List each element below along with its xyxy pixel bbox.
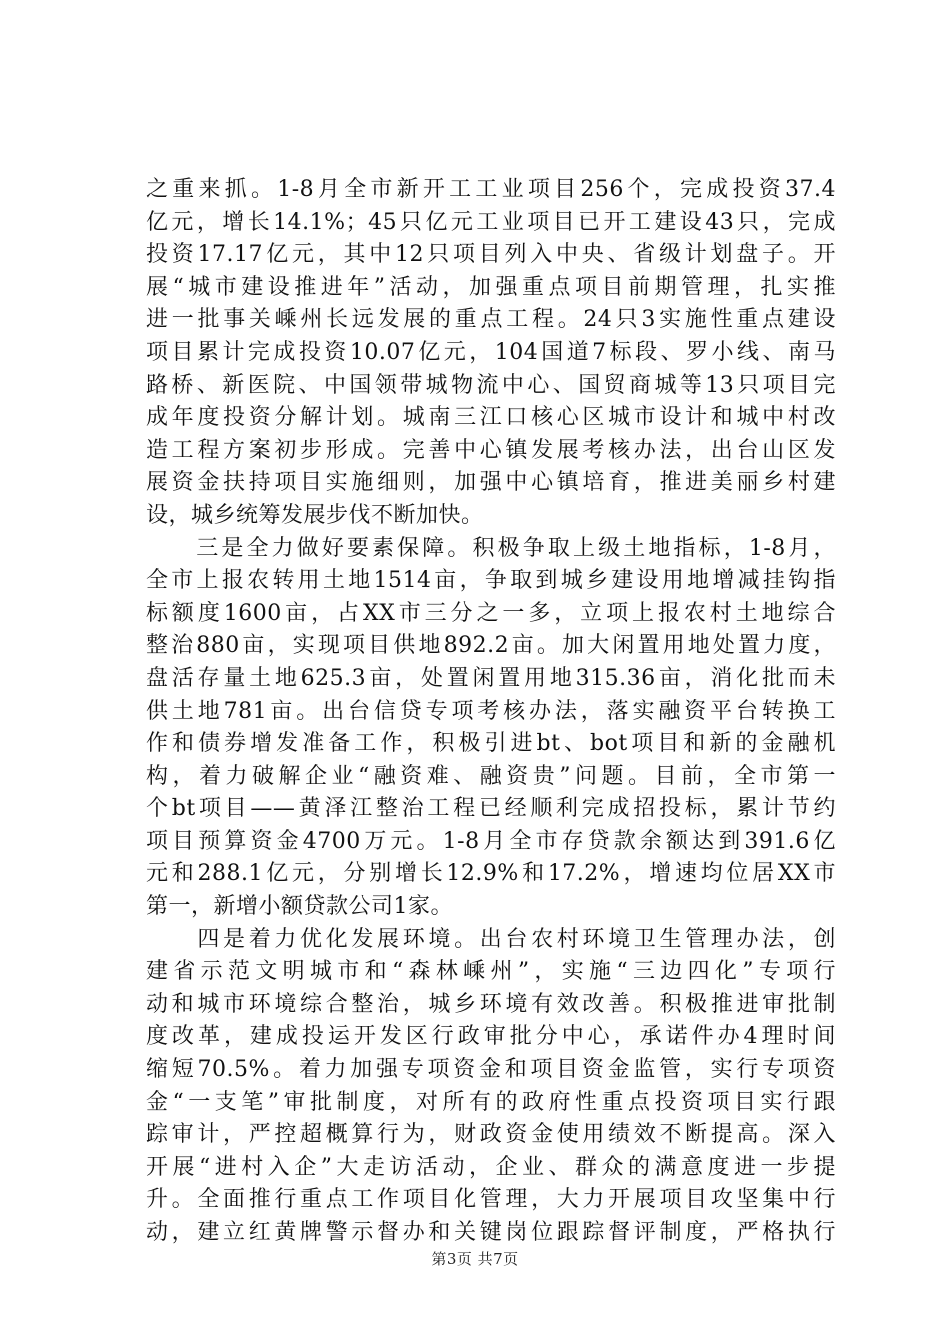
text-line: 项目累计完成投资10.07亿元，104国道7标段、罗小线、南马 — [146, 339, 836, 365]
text-line: 成年度投资分解计划。城南三江口核心区城市设计和城中村改 — [146, 405, 836, 431]
text-line: 造工程方案初步形成。完善中心镇发展考核办法，出台山区发 — [146, 437, 836, 463]
body-text — [146, 174, 836, 1250]
page-number-footer: 第3页 共7页 — [431, 1250, 519, 1268]
text-line: 标额度1600亩，占XX市三分之一多，立项上报农村土地综合 — [146, 600, 836, 626]
text-line: 盘活存量土地625.3亩，处置闲置用地315.36亩，消化批而未 — [146, 665, 836, 691]
text-line: 展资金扶持项目实施细则，加强中心镇培育，推进美丽乡村建 — [146, 470, 836, 496]
text-line: 投资17.17亿元，其中12只项目列入中央、省级计划盘子。开 — [146, 242, 836, 268]
text-line: 之重来抓。1-8月全市新开工工业项目256个，完成投资37.4 — [146, 177, 836, 202]
text-line: 建省示范文明城市和“森林嵊州”，实施“三边四化”专项行 — [146, 959, 836, 985]
text-line: 供土地781亩。出台信贷专项考核办法，落实融资平台转换工 — [146, 698, 836, 724]
text-line: 踪审计，严控超概算行为，财政资金使用绩效不断提高。深入 — [146, 1122, 836, 1148]
text-line: 构，着力破解企业“融资难、融资贵”问题。目前，全市第一 — [146, 763, 836, 789]
text-line: 金“一支笔”审批制度，对所有的政府性重点投资项目实行跟 — [146, 1089, 836, 1115]
paragraph-end-line: 设，城乡统筹发展步伐不断加快。 — [146, 502, 484, 528]
text-line: 动，建立红黄牌警示督办和关键岗位跟踪督评制度，严格执行 — [146, 1220, 836, 1245]
text-line: 开展“进村入企”大走访活动，企业、群众的满意度进一步提 — [146, 1154, 836, 1180]
text-line: 作和债券增发准备工作，积极引进bt、bot项目和新的金融机 — [146, 731, 836, 757]
text-line: 个bt项目——黄泽江整治工程已经顺利完成招投标，累计节约 — [146, 796, 836, 822]
text-line: 动和城市环境综合整治，城乡环境有效改善。积极推进审批制 — [146, 991, 836, 1017]
paragraph-end-line: 第一，新增小额贷款公司1家。 — [146, 894, 453, 920]
text-line: 项目预算资金4700万元。1-8月全市存贷款余额达到391.6亿 — [146, 828, 836, 854]
text-line: 度改革，建成投运开发区行政审批分中心，承诺件办4理时间 — [146, 1024, 836, 1050]
text-line: 元和288.1亿元，分别增长12.9%和17.2%，增速均位居XX市 — [146, 861, 836, 887]
text-line: 展“城市建设推进年”活动，加强重点项目前期管理，扎实推 — [146, 274, 836, 300]
text-line: 进一批事关嵊州长远发展的重点工程。24只3实施性重点建设 — [146, 307, 836, 333]
text-line: 亿元，增长14.1%；45只亿元工业项目已开工建设43只，完成 — [146, 209, 836, 235]
text-line: 四是着力优化发展环境。出台农村环境卫生管理办法，创 — [146, 926, 836, 952]
text-line: 整治880亩，实现项目供地892.2亩。加大闲置用地处置力度， — [146, 633, 836, 659]
text-line: 升。全面推行重点工作项目化管理，大力开展项目攻坚集中行 — [146, 1187, 836, 1213]
text-line: 缩短70.5%。着力加强专项资金和项目资金监管，实行专项资 — [146, 1057, 836, 1083]
text-line: 路桥、新医院、中国领带城物流中心、国贸商城等13只项目完 — [146, 372, 836, 398]
text-line: 三是全力做好要素保障。积极争取上级土地指标，1-8月， — [146, 535, 836, 561]
text-line: 全市上报农转用土地1514亩，争取到城乡建设用地增减挂钩指 — [146, 568, 836, 594]
